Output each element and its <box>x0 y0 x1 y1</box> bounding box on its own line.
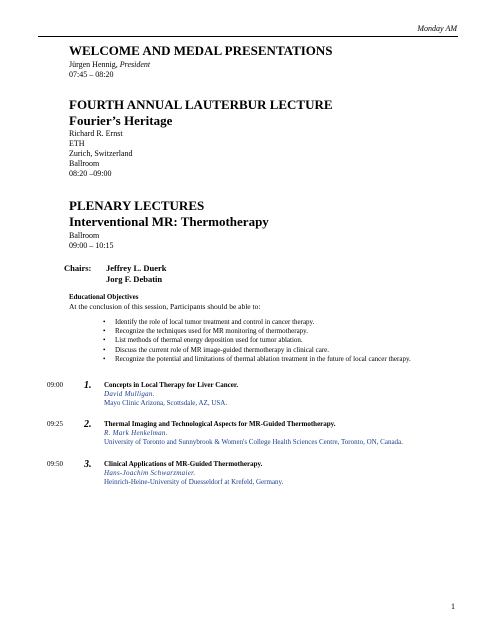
talk-time: 09:25 <box>47 420 63 428</box>
objective-item: • Identify the role of local tumor treatment and control in cancer therapy. <box>103 318 453 327</box>
plenary-time: 09:00 – 10:15 <box>69 241 114 250</box>
page-number: 1 <box>451 602 455 611</box>
lauterbur-time: 08:20 –09:00 <box>69 169 112 178</box>
talk-title: Thermal Imaging and Technological Aspects for MR-Guided Thermotherapy. <box>104 420 336 428</box>
lauterbur-location: Zurich, Switzerland <box>69 149 133 158</box>
objectives-list <box>103 318 453 364</box>
lauterbur-subtitle: Fourier’s Heritage <box>69 113 173 128</box>
welcome-time: 07:45 – 08:20 <box>69 70 114 79</box>
talk-body <box>104 420 474 447</box>
chair-name: Jeffrey L. Duerk <box>106 263 167 273</box>
chair-name: Jorg F. Debatin <box>106 274 163 284</box>
chairs-label: Chairs: <box>64 263 92 273</box>
lauterbur-room: Ballroom <box>69 159 100 168</box>
talk-body <box>104 381 474 408</box>
plenary-subtitle: Interventional MR: Thermotherapy <box>69 214 269 229</box>
talk-number: 1. <box>84 380 92 391</box>
talk-author: R. Mark Henkelman. <box>104 429 168 437</box>
page-day-header: Monday AM <box>417 24 457 33</box>
talk-number: 2. <box>84 419 92 430</box>
objective-item: • Recognize the techniques used for MR monitoring of thermotherapy. <box>103 327 453 336</box>
header-rule <box>38 36 458 37</box>
talk-affiliation: Heinrich-Heine-University of Duesseldorf at Krefeld, Germany. <box>104 478 284 486</box>
talk-time: 09:50 <box>47 460 63 468</box>
welcome-person-name: Jürgen Hennig, <box>69 60 120 69</box>
talk-title: Clinical Applications of MR-Guided Thermotherapy. <box>104 460 263 468</box>
welcome-person <box>69 60 150 70</box>
talk-body <box>104 460 474 487</box>
plenary-room: Ballroom <box>69 231 100 240</box>
objective-item: • Recognize the potential and limitations of thermal ablation treatment in the future of local cancer therapy. <box>103 355 453 364</box>
plenary-title: PLENARY LECTURES <box>69 198 205 213</box>
objective-item: • Discuss the current role of MR image-guided thermotherapy in clinical care. <box>103 346 453 355</box>
lauterbur-details <box>69 129 133 179</box>
objectives-intro: At the conclusion of this session, Participants should be able to: <box>69 302 261 311</box>
talk-time: 09:00 <box>47 381 63 389</box>
talk-title: Concepts in Local Therapy for Liver Cancer. <box>104 381 239 389</box>
session-chairs <box>64 263 167 285</box>
talk-author: Hans-Joachim Schwarzmaier. <box>104 469 196 477</box>
welcome-details <box>69 60 150 80</box>
lauterbur-title: FOURTH ANNUAL LAUTERBUR LECTURE <box>69 97 333 112</box>
plenary-details <box>69 231 113 251</box>
lauterbur-institution: ETH <box>69 139 85 148</box>
talk-number: 3. <box>84 459 92 470</box>
talk-affiliation: University of Toronto and Sunnybrook & Women's College Health Sciences Centre, Toronto, ON, Canada. <box>104 438 403 446</box>
lauterbur-speaker: Richard R. Ernst <box>69 129 123 138</box>
welcome-title: WELCOME AND MEDAL PRESENTATIONS <box>69 43 333 58</box>
talk-author: David Mulligan. <box>104 390 155 398</box>
objectives-heading: Educational Objectives <box>69 293 139 301</box>
welcome-person-role: President <box>119 60 151 69</box>
objective-item: • List methods of thermal energy deposition used for tumor ablation. <box>103 336 453 345</box>
talk-affiliation: Mayo Clinic Arizona, Scottsdale, AZ, USA. <box>104 399 228 407</box>
